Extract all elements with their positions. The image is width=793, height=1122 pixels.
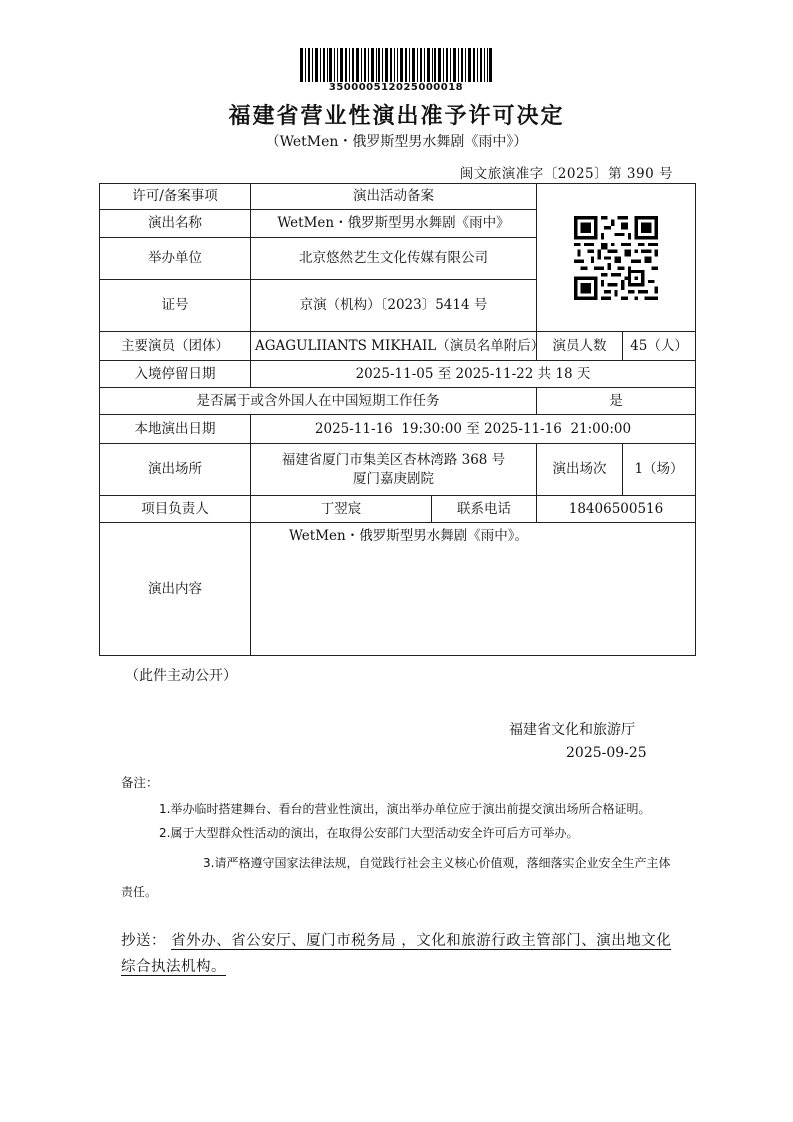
stay-dates-value: 2025-11-05 至 2025-11-22 共 18 天	[251, 361, 696, 388]
remark-item: 1.举办临时搭建舞台、看台的营业性演出，演出举办单位应于演出前提交演出场所合格证明。	[159, 802, 651, 816]
issue-date: 2025-09-25	[566, 745, 647, 761]
stay-dates-label: 入境停留日期	[100, 361, 251, 388]
cc-recipients: 省外办、省公安厅、厦门市税务局 ，文化和旅游行政主管部门、演出地文化综合执法机构。	[121, 933, 672, 975]
public-note: （此件主动公开）	[125, 668, 237, 684]
phone-label: 联系电话	[432, 496, 537, 523]
venue-label: 演出场所	[100, 444, 251, 496]
issuer: 福建省文化和旅游厅	[509, 722, 635, 738]
organizer-value: 北京悠然艺生文化传媒有限公司	[251, 238, 537, 280]
venue-value	[251, 444, 537, 496]
cc-line	[121, 928, 686, 980]
short-term-work-label: 是否属于或含外国人在中国短期工作任务	[100, 388, 537, 415]
sessions-label: 演出场次	[537, 444, 623, 496]
short-term-work-value: 是	[537, 388, 696, 415]
remark-item: 3.请严格遵守国家法律法规，自觉践行社会主义核心价值观，落细落实企业安全生产主体责任。	[121, 856, 671, 899]
license-label: 证号	[100, 280, 251, 332]
document-number: 闽文旅演准字〔2025〕第 390 号	[459, 166, 673, 182]
venue-name: 厦门嘉庚剧院	[353, 470, 434, 487]
performer-count-label: 演员人数	[537, 332, 623, 361]
performers-label: 主要演员（团体）	[100, 332, 251, 361]
license-value: 京演（机构）〔2023〕5414 号	[251, 280, 537, 332]
barcode-icon	[300, 48, 492, 82]
performers-value: AGAGULIIANTS MIKHAIL（演员名单附后）	[251, 332, 537, 361]
qr-code-icon	[574, 216, 658, 300]
qr-code-cell	[537, 184, 696, 332]
remark-item: 2.属于大型群众性活动的演出，在取得公安部门大型活动安全许可后方可举办。	[159, 826, 579, 840]
manager-label: 项目负责人	[100, 496, 251, 523]
permit-type-value: 演出活动备案	[251, 184, 537, 210]
local-dates-label: 本地演出日期	[100, 415, 251, 444]
document-title: 福建省营业性演出准予许可决定	[228, 104, 565, 129]
venue-address: 福建省厦门市集美区杏林湾路 368 号	[281, 452, 506, 469]
content-value: WetMen・俄罗斯型男水舞剧《雨中》。	[251, 523, 696, 656]
show-name-value: WetMen・俄罗斯型男水舞剧《雨中》	[251, 210, 537, 238]
remarks-label: 备注：	[121, 775, 159, 790]
document-subtitle: （WetMen・俄罗斯型男水舞剧《雨中》）	[265, 134, 528, 150]
organizer-label: 举办单位	[100, 238, 251, 280]
barcode-number: 350000512025000018	[328, 82, 464, 93]
show-name-label: 演出名称	[100, 210, 251, 238]
cc-label: 抄送：	[121, 933, 166, 949]
sessions-value: 1（场）	[623, 444, 696, 496]
permit-type-label: 许可/备案事项	[100, 184, 251, 210]
content-label: 演出内容	[100, 523, 251, 656]
permit-table	[99, 183, 696, 656]
manager-value: 丁翌宸	[251, 496, 432, 523]
local-dates-value: 2025-11-16 19:30:00 至 2025-11-16 21:00:00	[251, 415, 696, 444]
phone-value: 18406500516	[537, 496, 696, 523]
performer-count-value: 45（人）	[623, 332, 696, 361]
